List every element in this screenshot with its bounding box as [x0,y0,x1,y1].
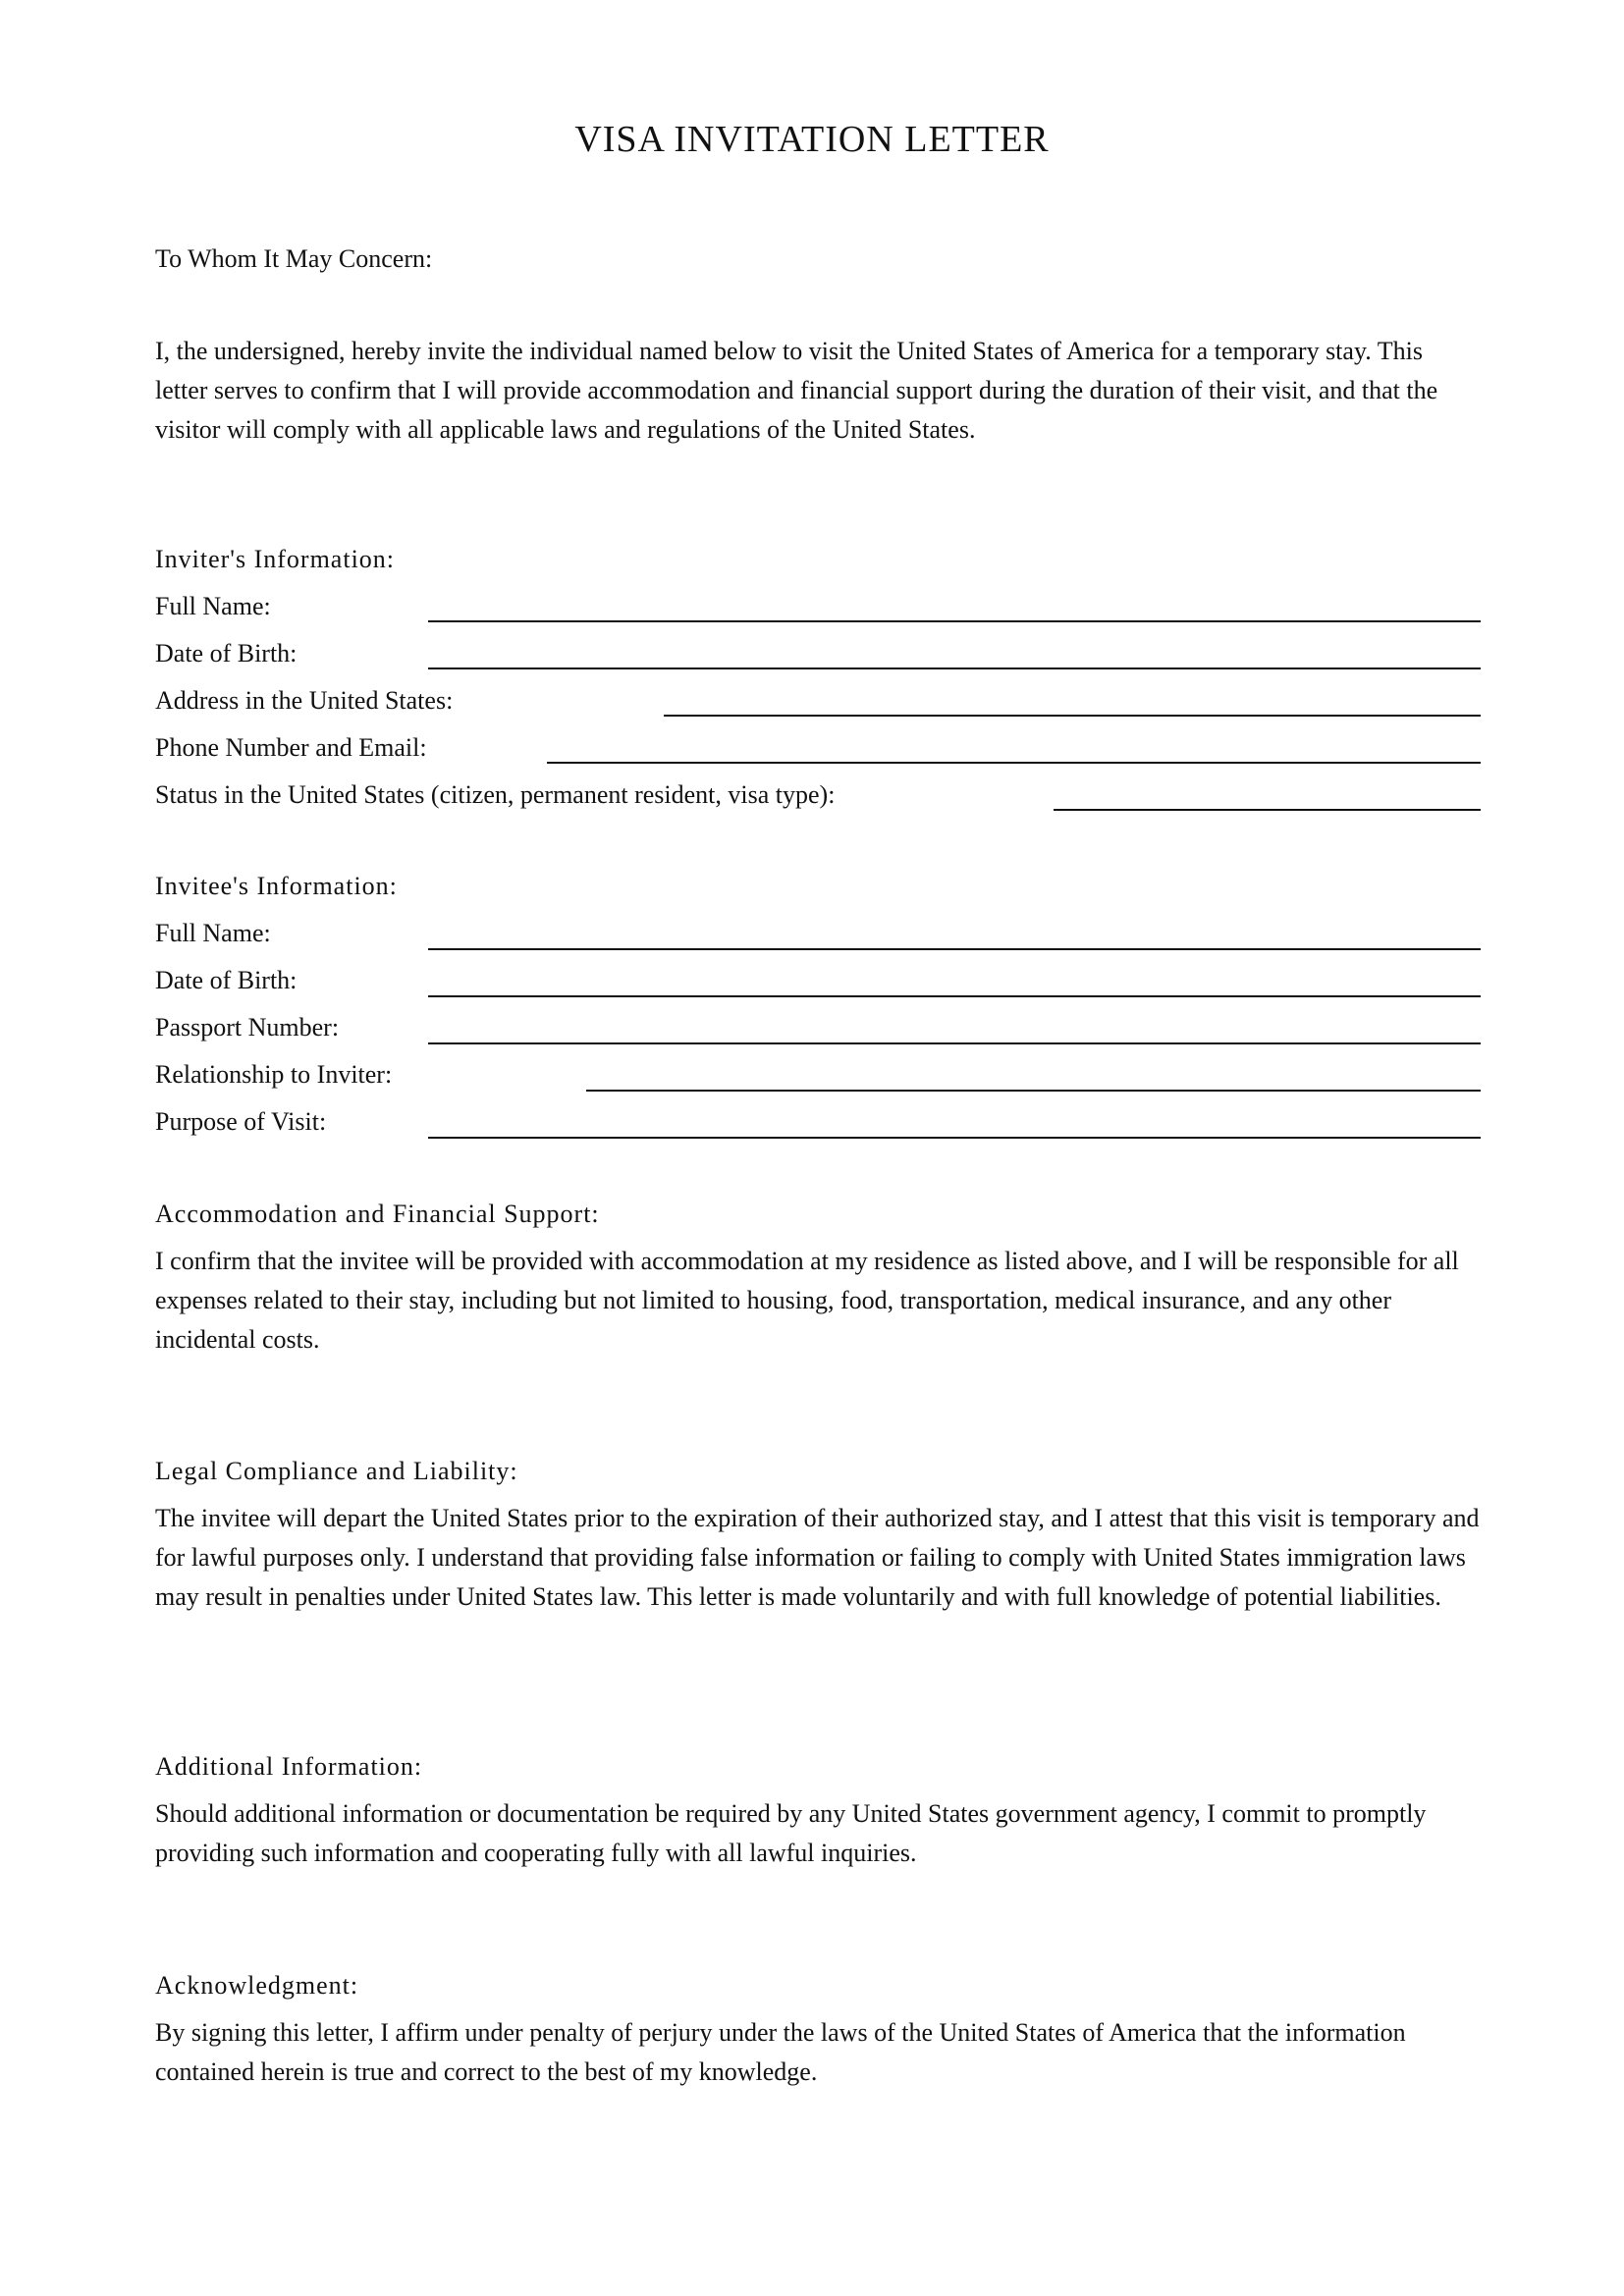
inviter-contact-label: Phone Number and Email: [155,733,427,762]
intro-paragraph: I, the undersigned, hereby invite the individual named below to visit the United States of America for a temporary stay. This letter serves to confirm that I will provide accommodation and financial support during the duration of their visit, and that the visitor will comply with all applicable laws and regulations of the United States. [155,337,1438,444]
additional-heading: Additional Information: [155,1752,423,1781]
invitee-purpose-field[interactable] [428,1137,1481,1139]
invitee-heading: Invitee's Information: [155,872,398,900]
invitee-relationship-label: Relationship to Inviter: [155,1060,393,1089]
inviter-full-name-label: Full Name: [155,592,271,620]
invitee-relationship-field[interactable] [586,1090,1481,1092]
inviter-status-label: Status in the United States (citizen, permanent resident, visa type): [155,780,836,809]
invitee-dob-label: Date of Birth: [155,966,298,994]
document-title: VISA INVITATION LETTER [574,119,1050,160]
inviter-full-name-field[interactable] [428,620,1481,622]
inviter-heading: Inviter's Information: [155,545,396,573]
inviter-address-field[interactable] [664,715,1481,717]
invitee-passport-label: Passport Number: [155,1013,340,1041]
inviter-status-field[interactable] [1054,809,1481,811]
inviter-address-label: Address in the United States: [155,686,454,715]
invitee-purpose-label: Purpose of Visit: [155,1107,327,1136]
acknowledgment-heading: Acknowledgment: [155,1971,359,2000]
inviter-contact-field[interactable] [547,762,1481,764]
invitee-dob-field[interactable] [428,995,1481,997]
salutation: To Whom It May Concern: [155,244,433,273]
legal-heading: Legal Compliance and Liability: [155,1457,518,1485]
invitee-full-name-field[interactable] [428,948,1481,950]
inviter-dob-label: Date of Birth: [155,639,298,667]
accommodation-paragraph: I confirm that the invitee will be provided with accommodation at my residence as listed above, and I will be responsible for all expenses related to their stay, including but not limited to housing, food, transportation, medical insurance, and any other incidental costs. [155,1247,1459,1354]
additional-paragraph: Should additional information or documentation be required by any United States government agency, I commit to promptly providing such information and cooperating fully with all lawful inquiries. [155,1799,1427,1867]
legal-paragraph: The invitee will depart the United States prior to the expiration of their authorized stay, and I attest that this visit is temporary and for lawful purposes only. I understand that providing false information or failing to comply with United States immigration laws may result in penalties under United States law. This letter is made voluntarily and with full knowledge of potential liabilities. [155,1504,1480,1611]
inviter-dob-field[interactable] [428,667,1481,669]
acknowledgment-paragraph: By signing this letter, I affirm under penalty of perjury under the laws of the United States of America that the information contained herein is true and correct to the best of my knowledge. [155,2018,1406,2086]
invitee-full-name-label: Full Name: [155,919,271,947]
accommodation-heading: Accommodation and Financial Support: [155,1200,600,1228]
invitee-passport-field[interactable] [428,1042,1481,1044]
